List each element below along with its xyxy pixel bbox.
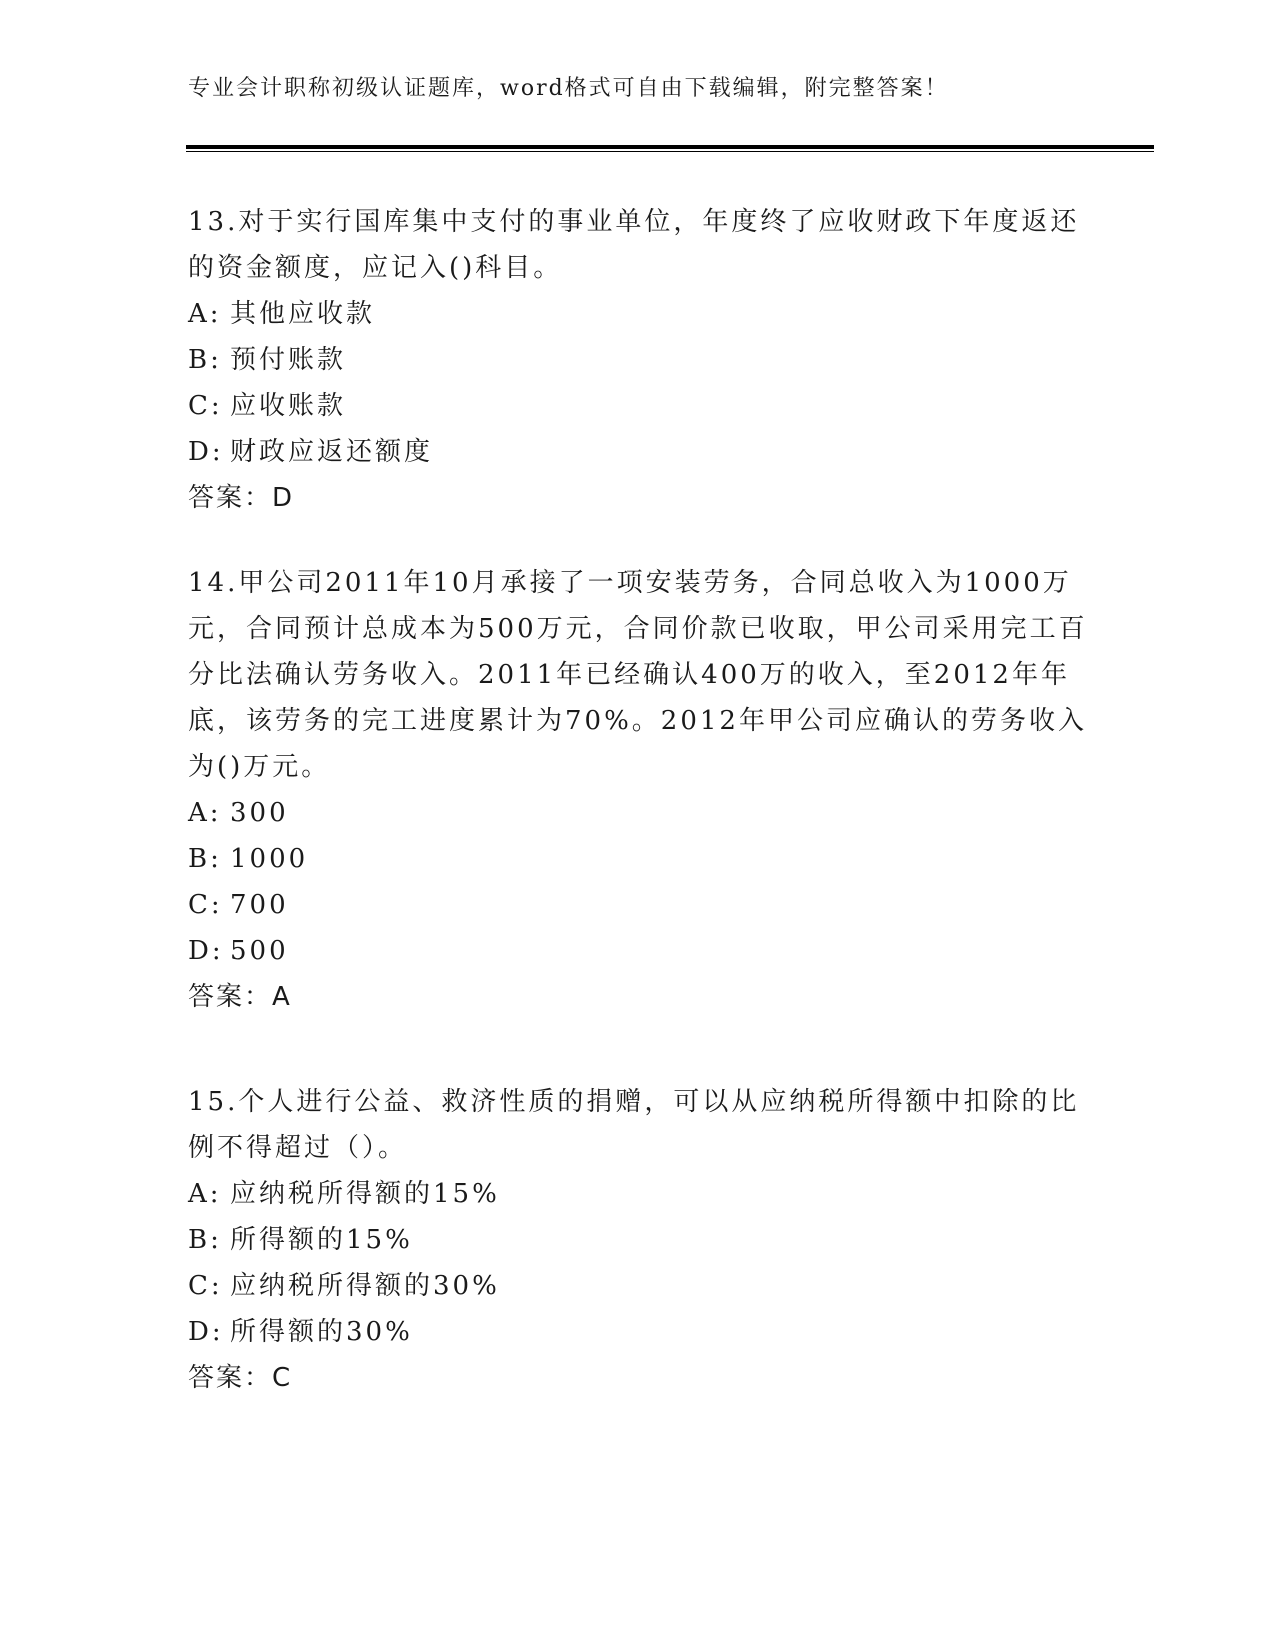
option-text: 1000 bbox=[230, 844, 309, 874]
header-rule-thin bbox=[186, 151, 1154, 152]
option-label: C: bbox=[188, 1271, 223, 1301]
option-text: 应收账款 bbox=[230, 391, 347, 421]
question-stem: 13.对于实行国库集中支付的事业单位，年度终了应收财政下年度返还的资金额度，应记入()科目。 bbox=[188, 207, 1080, 283]
option-text: 所得额的15% bbox=[230, 1225, 413, 1255]
answer: 答案：C bbox=[188, 1363, 293, 1393]
option-label: A: bbox=[188, 1179, 222, 1209]
option-a bbox=[188, 1171, 1088, 1217]
question-stem: 15.个人进行公益、救济性质的捐赠，可以从应纳税所得额中扣除的比例不得超过（）。 bbox=[188, 1087, 1080, 1163]
option-d bbox=[188, 1309, 1088, 1355]
option-b bbox=[188, 836, 1088, 882]
answer: 答案：D bbox=[188, 483, 295, 513]
option-a bbox=[188, 790, 1088, 836]
option-label: A: bbox=[188, 299, 222, 329]
question-14 bbox=[188, 560, 1088, 1020]
option-text: 700 bbox=[230, 890, 289, 920]
option-label: C: bbox=[188, 890, 223, 920]
option-d bbox=[188, 928, 1088, 974]
option-b bbox=[188, 337, 1088, 383]
option-d bbox=[188, 429, 1088, 475]
answer: 答案：A bbox=[188, 982, 292, 1012]
option-text: 应纳税所得额的15% bbox=[230, 1179, 500, 1209]
option-text: 所得额的30% bbox=[230, 1317, 413, 1347]
option-text: 应纳税所得额的30% bbox=[230, 1271, 500, 1301]
option-label: A: bbox=[188, 798, 222, 828]
header-rule-thick bbox=[186, 145, 1154, 149]
option-text: 财政应返还额度 bbox=[230, 437, 434, 467]
option-label: D: bbox=[188, 936, 224, 966]
option-text: 500 bbox=[230, 936, 289, 966]
option-c bbox=[188, 1263, 1088, 1309]
option-c bbox=[188, 882, 1088, 928]
option-label: D: bbox=[188, 437, 224, 467]
question-stem: 14.甲公司2011年10月承接了一项安装劳务，合同总收入为1000万元，合同预计总成本为500万元，合同价款已收取，甲公司采用完工百分比法确认劳务收入。2011年已经确认400万的收入，至2012年年底，该劳务的完工进度累计为70%。2012年甲公司应确认的劳务收入为()万元。 bbox=[188, 568, 1088, 782]
option-c bbox=[188, 383, 1088, 429]
question-15 bbox=[188, 1079, 1088, 1401]
option-text: 预付账款 bbox=[230, 345, 347, 375]
option-label: B: bbox=[188, 1225, 222, 1255]
option-label: C: bbox=[188, 391, 223, 421]
option-a bbox=[188, 291, 1088, 337]
option-label: B: bbox=[188, 345, 222, 375]
option-label: D: bbox=[188, 1317, 224, 1347]
option-label: B: bbox=[188, 844, 222, 874]
option-text: 其他应收款 bbox=[230, 299, 376, 329]
option-b bbox=[188, 1217, 1088, 1263]
page-header: 专业会计职称初级认证题库，word格式可自由下载编辑，附完整答案！ bbox=[188, 76, 949, 101]
option-text: 300 bbox=[230, 798, 289, 828]
question-13 bbox=[188, 199, 1088, 521]
